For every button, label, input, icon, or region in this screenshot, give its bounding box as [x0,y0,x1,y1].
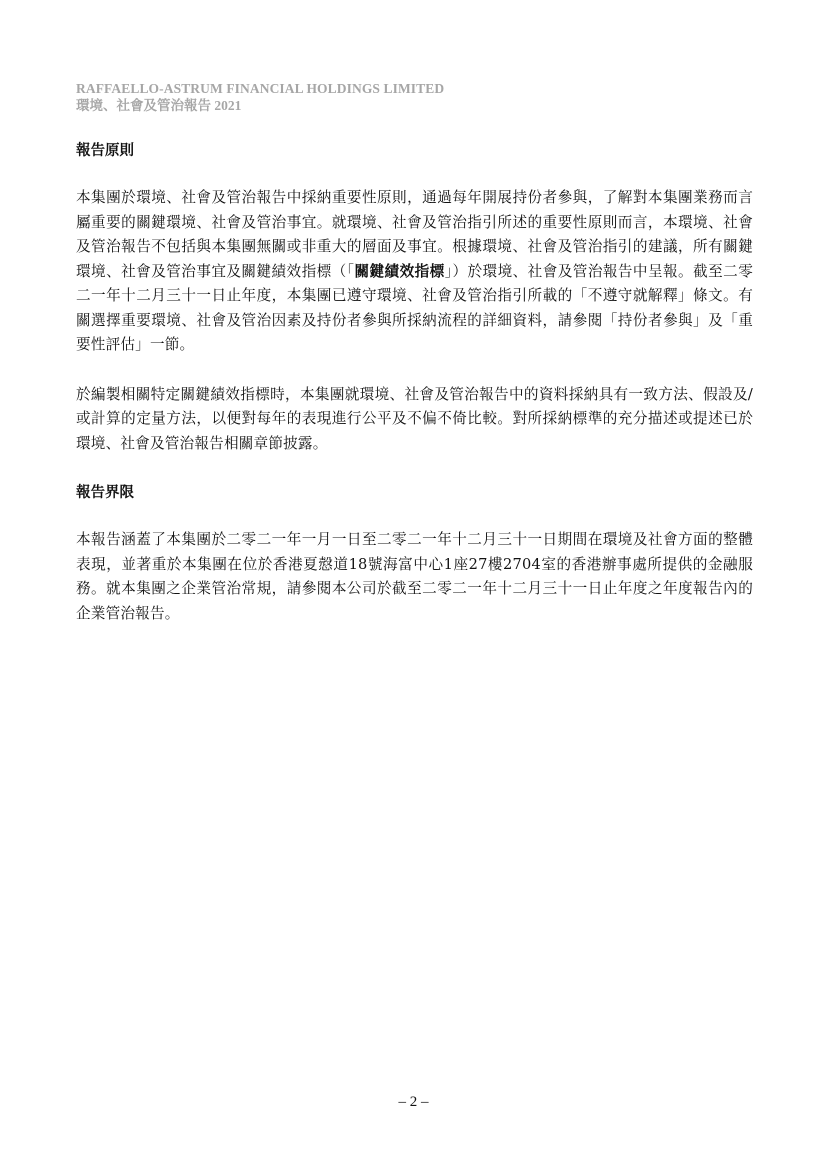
bold-term-kpi: 關鍵績效指標 [354,262,445,280]
page-number: – 2 – [398,1094,429,1110]
page-header [76,80,444,115]
paragraph-quantitative: 於編製相關特定關鍵績效指標時，本集團就環境、社會及管治報告中的資料採納具有一致方法、假設及/或計算的定量方法，以便對每年的表現進行公平及不偏不倚比較。對所採納標準的充分描述或提述已於環境、社會及管治報告相關章節披露。 [76,385,753,452]
section-heading-reporting-boundary: 報告界限 [76,485,134,501]
paragraph-materiality [76,186,753,358]
section-heading-reporting-principles: 報告原則 [76,143,134,159]
paragraph-text: 本集團於環境、社會及管治報告中採納重要性原則，通過每年開展持份者參與，了解對本集團業務而言屬重要的關鍵環境、社會及管治事宜。就環境、社會及管治指引所述的重要性原則而言，本環境、社會及管治報告不包括與本集團無關或非重大的層面及事宜。根據環境、社會及管治指引的建議，所有關鍵環境、社會及管治事宜及關鍵績效指標（「 [76,189,753,280]
main-content [76,139,753,651]
paragraph-text: 」）於環境、社會及管治報告中呈報。截至二零二一年十二月三十一日止年度，本集團已遵守環境、社會及管治指引所載的「不遵守就解釋」條文。有關選擇重要環境、社會及管治因素及持份者參與所採納流程的詳細資料，請參閱「持份者參與」及「重要性評估」一節。 [76,262,754,353]
report-title: 環境、社會及管治報告 2021 [76,98,242,113]
paragraph-boundary: 本報告涵蓋了本集團於二零二一年一月一日至二零二一年十二月三十一日期間在環境及社會方面的整體表現，並著重於本集團在位於香港夏慤道18號海富中心1座27樓2704室的香港辦事處所提供的金融服務。就本集團之企業管治常規，請參閱本公司於截至二零二一年十二月三十一日止年度之年度報告內的企業管治報告。 [76,531,753,622]
company-name: RAFFAELLO-ASTRUM FINANCIAL HOLDINGS LIMITED [76,81,445,96]
